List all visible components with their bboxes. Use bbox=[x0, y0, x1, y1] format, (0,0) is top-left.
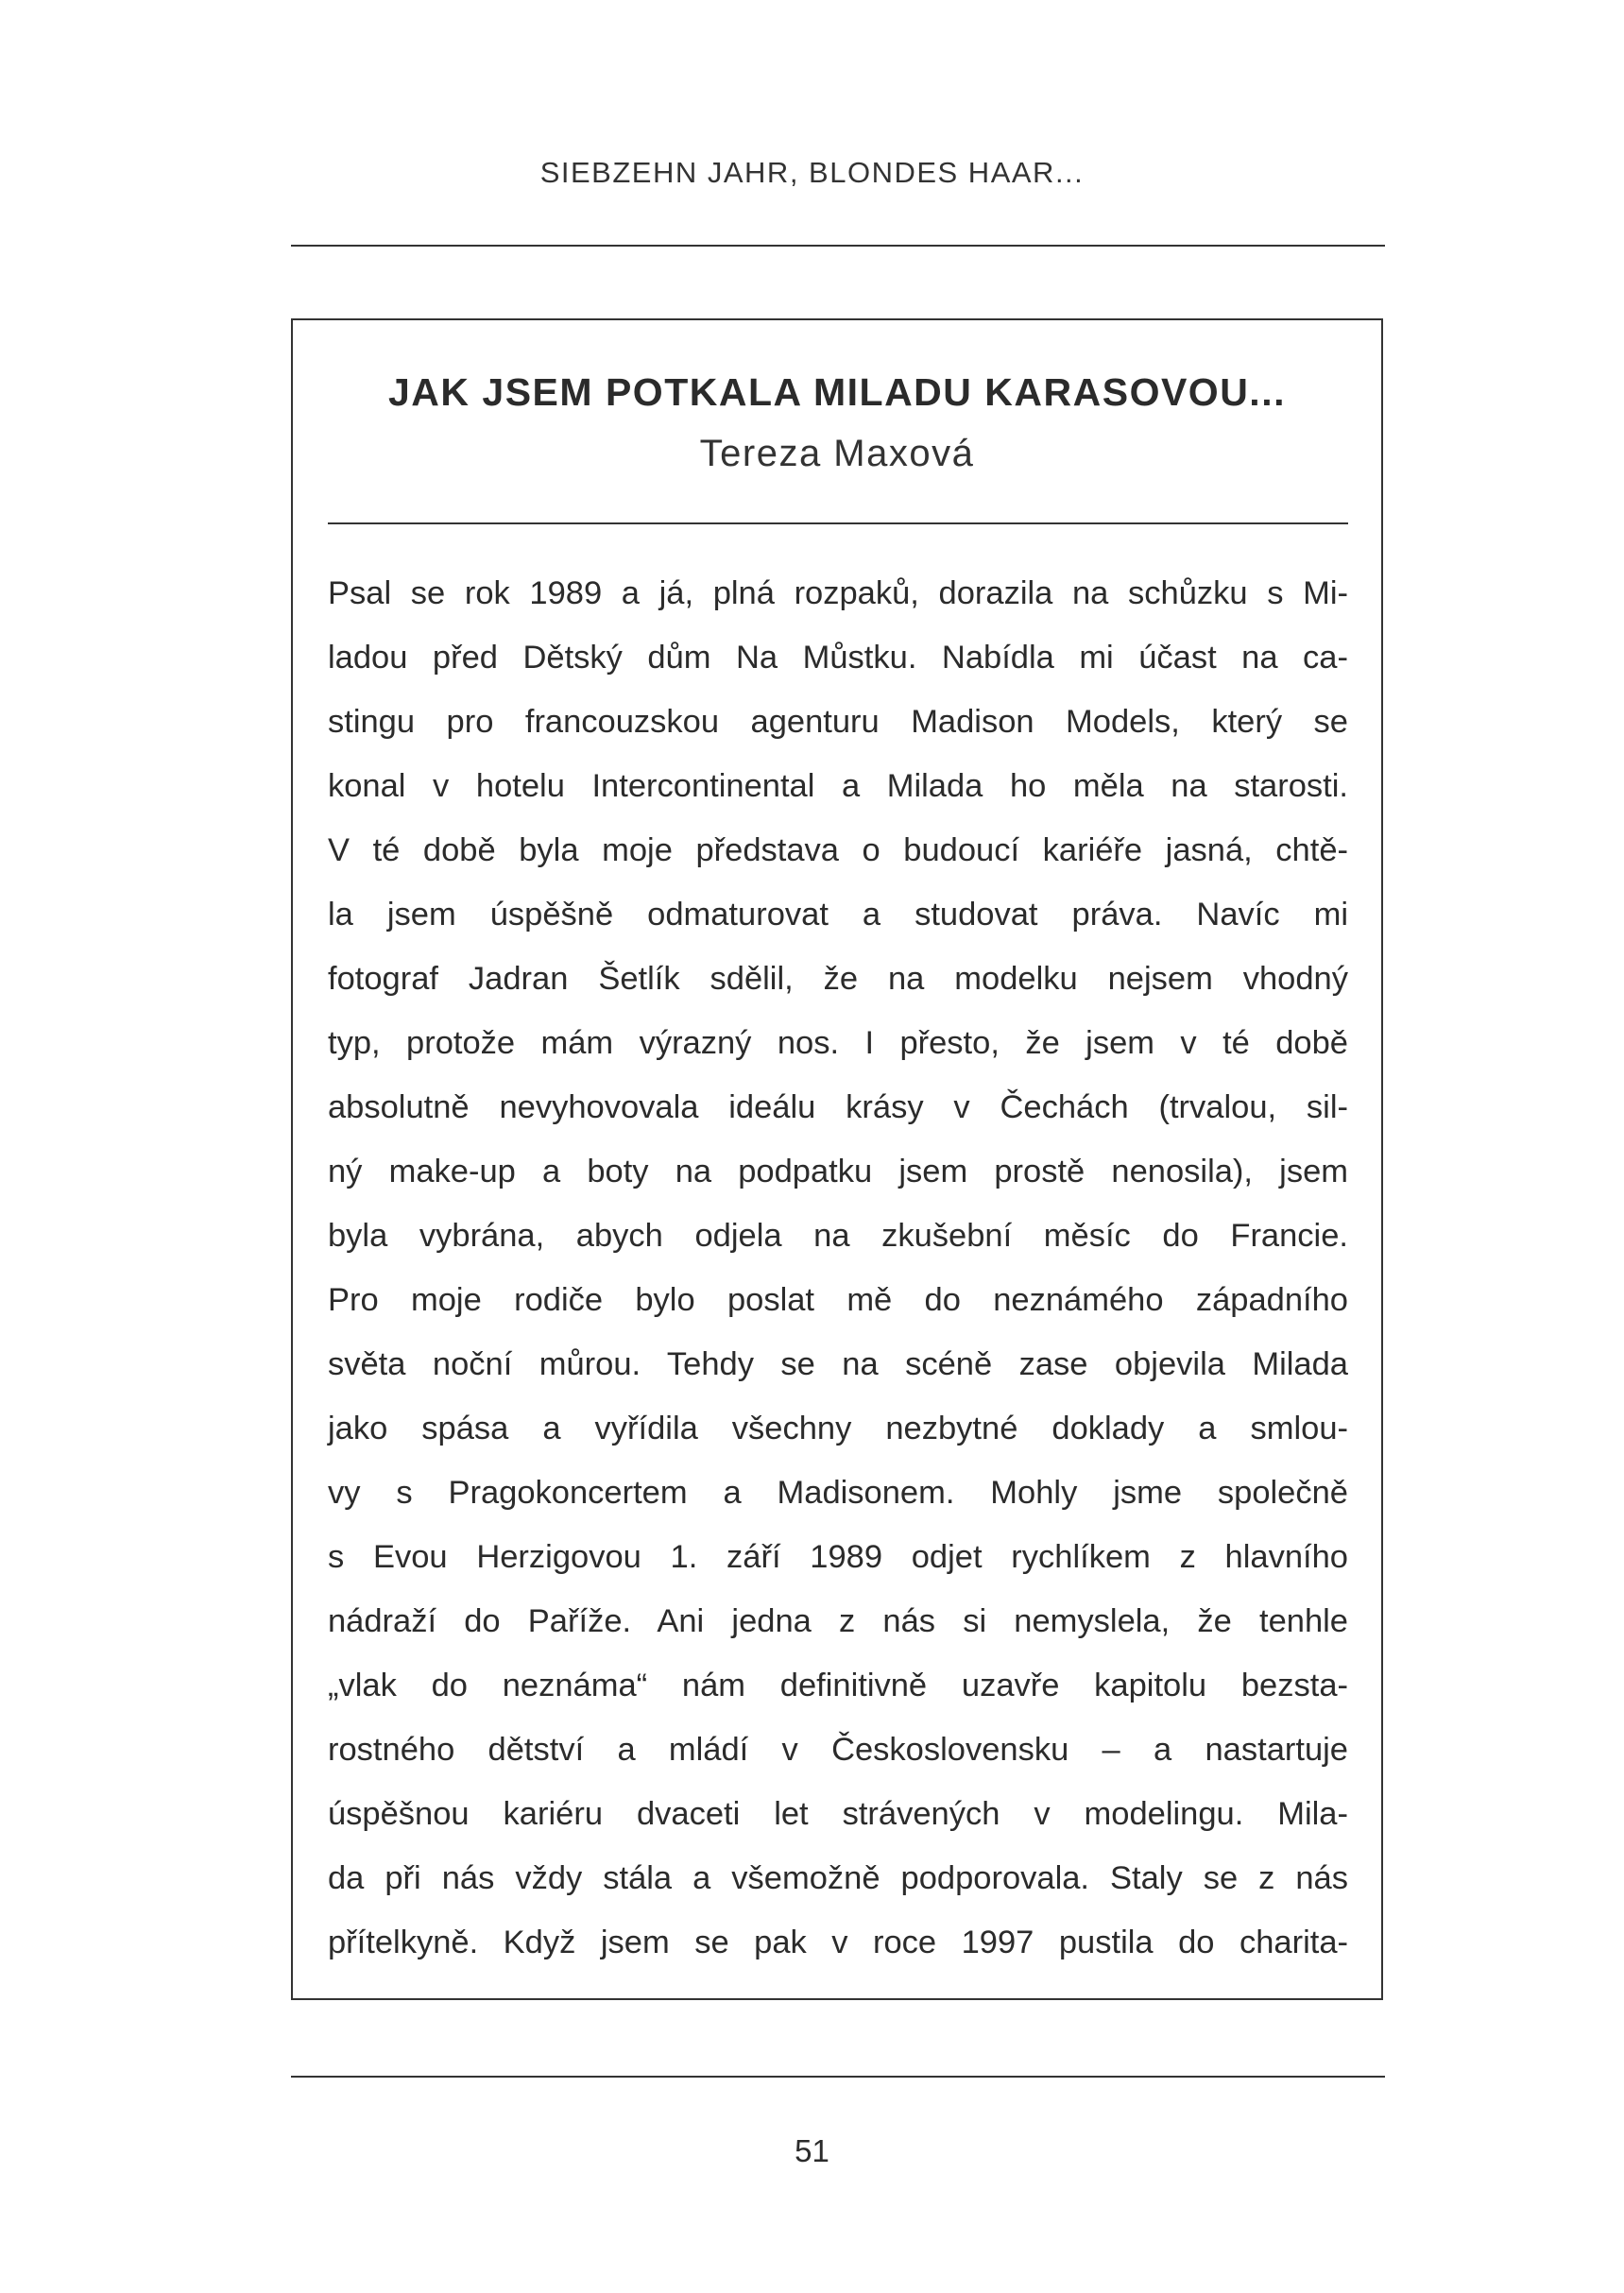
text-line: absolutně nevyhovovala ideálu krásy v Čechách (trvalou, sil- bbox=[328, 1089, 1348, 1125]
article-title: JAK JSEM POTKALA MILADU KARASOVOU... bbox=[388, 370, 1286, 414]
text-line: ladou před Dětský dům Na Můstku. Nabídla mi účast na ca- bbox=[328, 640, 1348, 676]
text-line: V té době byla moje představa o budoucí kariéře jasná, chtě- bbox=[328, 832, 1348, 868]
text-line: úspěšnou kariéru dvaceti let strávených v modelingu. Mila- bbox=[328, 1796, 1348, 1832]
text-line: Pro moje rodiče bylo poslat mě do neznámého západního bbox=[328, 1282, 1348, 1318]
text-line: „vlak do neznáma“ nám definitivně uzavře kapitolu bezsta- bbox=[328, 1668, 1348, 1703]
text-line: nádraží do Paříže. Ani jedna z nás si nemyslela, že tenhle bbox=[328, 1603, 1348, 1639]
text-line: typ, protože mám výrazný nos. I přesto, že jsem v té době bbox=[328, 1025, 1348, 1061]
text-line: konal v hotelu Intercontinental a Milada ho měla na starosti. bbox=[328, 768, 1348, 804]
text-line: byla vybrána, abych odjela na zkušební měsíc do Francie. bbox=[328, 1218, 1348, 1254]
text-line: s Evou Herzigovou 1. září 1989 odjet rychlíkem z hlavního bbox=[328, 1539, 1348, 1575]
text-line: jako spása a vyřídila všechny nezbytné doklady a smlou- bbox=[328, 1411, 1348, 1446]
text-line: přítelkyně. Když jsem se pak v roce 1997 pustila do charita- bbox=[328, 1925, 1348, 1960]
page-number: 51 bbox=[795, 2133, 829, 2168]
text-line: stingu pro francouzskou agenturu Madison Models, který se bbox=[328, 704, 1348, 740]
text-line: la jsem úspěšně odmaturovat a studovat práva. Navíc mi bbox=[328, 897, 1348, 933]
text-line: da při nás vždy stála a všemožně podporovala. Staly se z nás bbox=[328, 1860, 1348, 1896]
title-rule bbox=[328, 522, 1348, 524]
article-author: Tereza Maxová bbox=[699, 433, 975, 474]
header-rule bbox=[291, 245, 1385, 247]
text-line: ný make-up a boty na podpatku jsem prostě nenosila), jsem bbox=[328, 1154, 1348, 1189]
footer-rule bbox=[291, 2076, 1385, 2078]
running-head: SIEBZEHN JAHR, BLONDES HAAR... bbox=[539, 156, 1085, 189]
text-line: rostného dětství a mládí v Československu – a nastartuje bbox=[328, 1732, 1348, 1768]
article-body bbox=[328, 567, 1348, 1980]
text-line: vy s Pragokoncertem a Madisonem. Mohly jsme společně bbox=[328, 1475, 1348, 1511]
text-line: fotograf Jadran Šetlík sdělil, že na modelku nejsem vhodný bbox=[328, 961, 1348, 997]
text-line: Psal se rok 1989 a já, plná rozpaků, dorazila na schůzku s Mi- bbox=[328, 575, 1348, 611]
text-line: světa noční můrou. Tehdy se na scéně zase objevila Milada bbox=[328, 1346, 1348, 1382]
